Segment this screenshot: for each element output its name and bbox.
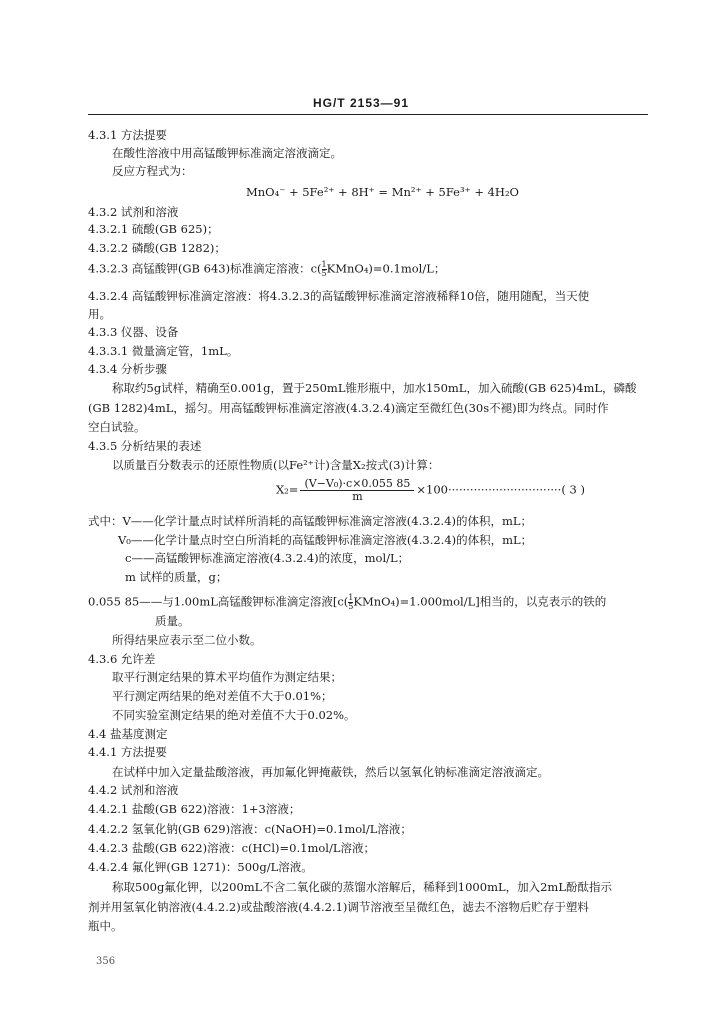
text-line: 剂并用氢氧化钠溶液(4.4.2.2)或盐酸溶液(4.4.2.1)调节溶液至呈微红色，滤去不溶物后贮存于塑料 [88, 900, 589, 914]
text-line: 称取约5g试样，精确至0.001g，置于250mL锥形瓶中，加水150mL，加入硫酸(GB 625)4mL，磷酸 [112, 381, 637, 395]
text-segment: 4.3.2.3 高锰酸钾(GB 643)标准滴定溶液：c( [88, 261, 322, 276]
formula-fraction: $\frac{\text{(V−V₀)·c×0.055 85}}{m}$ [300, 478, 414, 503]
reaction-equation: MnO₄⁻ + 5Fe²⁺ + 8H⁺ = Mn²⁺ + 5Fe³⁺ + 4H₂O [246, 185, 519, 199]
page-header: HG/T 2153—91 [312, 96, 410, 110]
text-line: 所得结果应表示至二位小数。 [112, 633, 262, 647]
text-line: 平行测定两结果的绝对差值不大于0.01%； [112, 689, 333, 703]
text-line: 4.3.3.1 微量滴定管，1mL。 [88, 344, 239, 358]
formula-number: ( 3 ) [561, 482, 585, 497]
text-line: 取平行测定结果的算术平均值作为测定结果； [112, 670, 342, 684]
text-line: 4.3.2.1 硫酸(GB 625)； [88, 222, 219, 236]
page-number: 356 [96, 956, 116, 967]
text-line: 不同实验室测定结果的绝对差值不大于0.02%。 [112, 708, 356, 722]
formula-lhs: X₂= [276, 482, 299, 497]
text-line: 质量。 [155, 614, 190, 628]
section-4-3-5: 4.3.5 分析结果的表述 [88, 439, 202, 453]
text-line [88, 594, 606, 611]
text-line: 4.4.2.1 盐酸(GB 622)溶液：1+3溶液； [88, 802, 301, 816]
text-line: (GB 1282)4mL，摇匀。用高锰酸钾标准滴定溶液(4.3.2.4)滴定至微红色(30s不褪)即为终点。同时作 [88, 401, 609, 415]
fraction-one-fifth: $\frac{1}{5}$ [321, 260, 327, 278]
text-line: 用。 [88, 307, 111, 321]
section-4-4: 4.4 盐基度测定 [88, 727, 168, 741]
formula-leader: ······························· [448, 482, 562, 497]
section-4-3-6: 4.3.6 允许差 [88, 652, 156, 666]
text-line: 4.4.2.4 氟化钾(GB 1271)：500g/L溶液。 [88, 860, 313, 874]
text-line: c——高锰酸钾标准滴定溶液(4.3.2.4)的浓度，mol/L； [125, 551, 410, 565]
formula-tail: ×100 [416, 482, 448, 497]
text-line: m 试样的质量，g； [125, 570, 228, 584]
section-4-3-2: 4.3.2 试剂和溶液 [88, 205, 179, 219]
text-line: 4.3.2.4 高锰酸钾标准滴定溶液：将4.3.2.3的高锰酸钾标准滴定溶液稀释10倍，随用随配，当天使 [88, 289, 590, 303]
text-line: 4.4.2.2 氢氧化钠(GB 629)溶液：c(NaOH)=0.1mol/L溶液； [88, 822, 412, 836]
section-4-4-2: 4.4.2 试剂和溶液 [88, 783, 179, 797]
text-line: 式中：V——化学计量点时试样所消耗的高锰酸钾标准滴定溶液(4.3.2.4)的体积，mL； [88, 514, 533, 528]
text-line: 反应方程式为： [112, 164, 193, 178]
header-rule [88, 114, 648, 115]
text-segment: KMnO₄)=1.000mol/L]相当的，以克表示的铁的 [353, 594, 607, 609]
text-line: 4.4.2.3 盐酸(GB 622)溶液：c(HCl)=0.1mol/L溶液； [88, 841, 375, 855]
section-4-4-1: 4.4.1 方法提要 [88, 745, 167, 759]
text-segment: KMnO₄)=0.1mol/L； [326, 261, 446, 276]
section-4-3-3: 4.3.3 仪器、设备 [88, 325, 179, 339]
text-line: 在试样中加入定量盐酸溶液，再加氟化钾掩蔽铁，然后以氢氧化钠标准滴定溶液滴定。 [112, 765, 549, 779]
section-4-3-1: 4.3.1 方法提要 [88, 128, 167, 142]
text-line: 瓶中。 [88, 919, 123, 933]
text-line: 4.3.2.2 磷酸(GB 1282)； [88, 241, 226, 255]
formula-3 [276, 478, 585, 503]
fraction-one-fifth: $\frac{1}{5}$ [348, 593, 354, 611]
text-segment: 0.055 85——与1.00mL高锰酸钾标准滴定溶液[c( [88, 594, 349, 609]
text-line: 空白试验。 [88, 420, 146, 434]
text-line: 称取500g氟化钾，以200mL不含二氧化碳的蒸馏水溶解后，稀释到1000mL，加入2mL酚酞指示 [112, 880, 612, 894]
text-line [88, 261, 445, 278]
text-line: 以质量百分数表示的还原性物质(以Fe²⁺计)含量X₂按式(3)计算： [112, 458, 440, 472]
section-4-3-4: 4.3.4 分析步骤 [88, 362, 167, 376]
text-line: V₀——化学计量点时空白所消耗的高锰酸钾标准滴定溶液(4.3.2.4)的体积，mL； [118, 533, 533, 547]
text-line: 在酸性溶液中用高锰酸钾标准滴定溶液滴定。 [112, 146, 342, 160]
